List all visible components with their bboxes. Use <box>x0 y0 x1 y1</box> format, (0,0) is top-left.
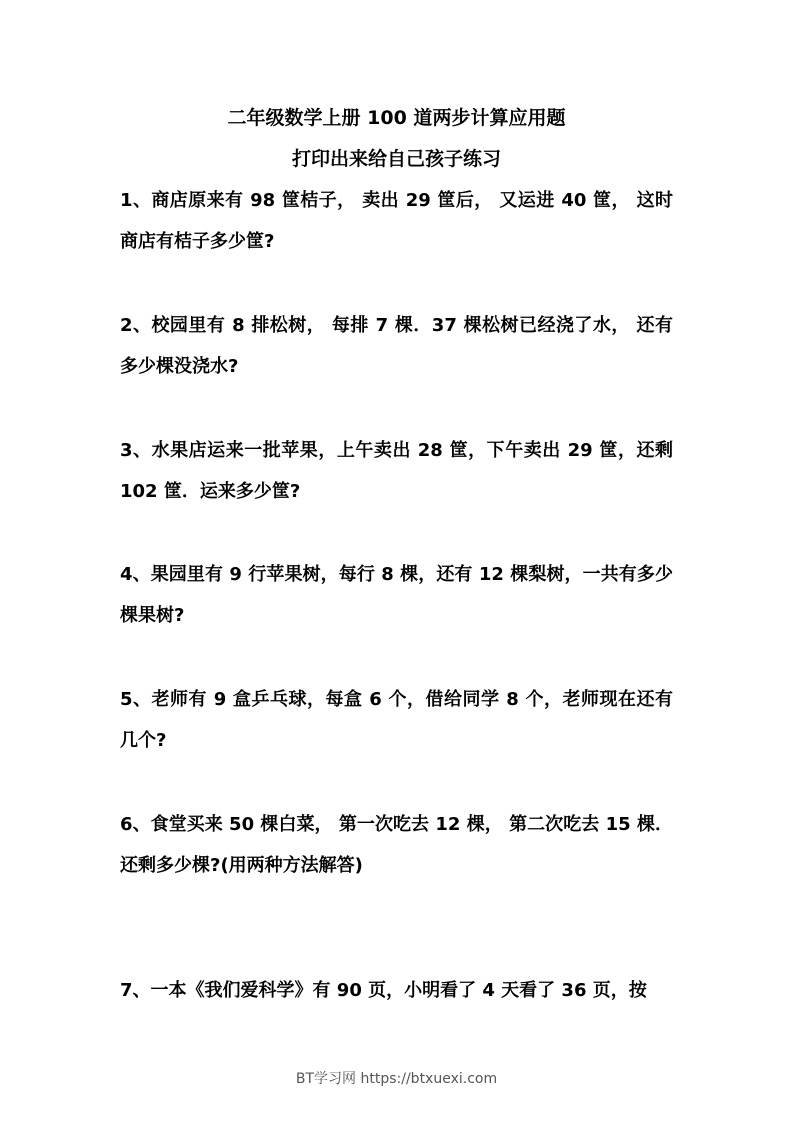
question-5: 5、老师有 9 盒乒乓球，每盒 6 个，借给同学 8 个，老师现在还有几个? <box>120 689 673 751</box>
question-2: 2、校园里有 8 排松树， 每排 7 棵．37 棵松树已经浇了水， 还有多少棵没浇水? <box>120 315 673 377</box>
footer-watermark: BT学习网 https://btxuexi.com <box>295 1071 498 1087</box>
question-4: 4、果园里有 9 行苹果树，每行 8 棵，还有 12 棵梨树，一共有多少棵果树? <box>120 564 673 626</box>
question-1: 1、商店原来有 98 筐桔子， 卖出 29 筐后， 又运进 40 筐， 这时商店有桔子多少筐? <box>120 190 673 252</box>
question-6: 6、食堂买来 50 棵白菜， 第一次吃去 12 棵， 第二次吃去 15 棵．还剩多少棵?(用两种方法解答) <box>120 814 673 876</box>
document-title: 二年级数学上册 100 道两步计算应用题 <box>227 107 566 129</box>
question-3: 3、水果店运来一批苹果，上午卖出 28 筐，下午卖出 29 筐，还剩 102 筐．运来多少筐? <box>120 440 673 502</box>
question-7: 7、一本《我们爱科学》有 90 页，小明看了 4 天看了 36 页，按 <box>120 980 647 1001</box>
document-subtitle: 打印出来给自己孩子练习 <box>291 148 501 170</box>
